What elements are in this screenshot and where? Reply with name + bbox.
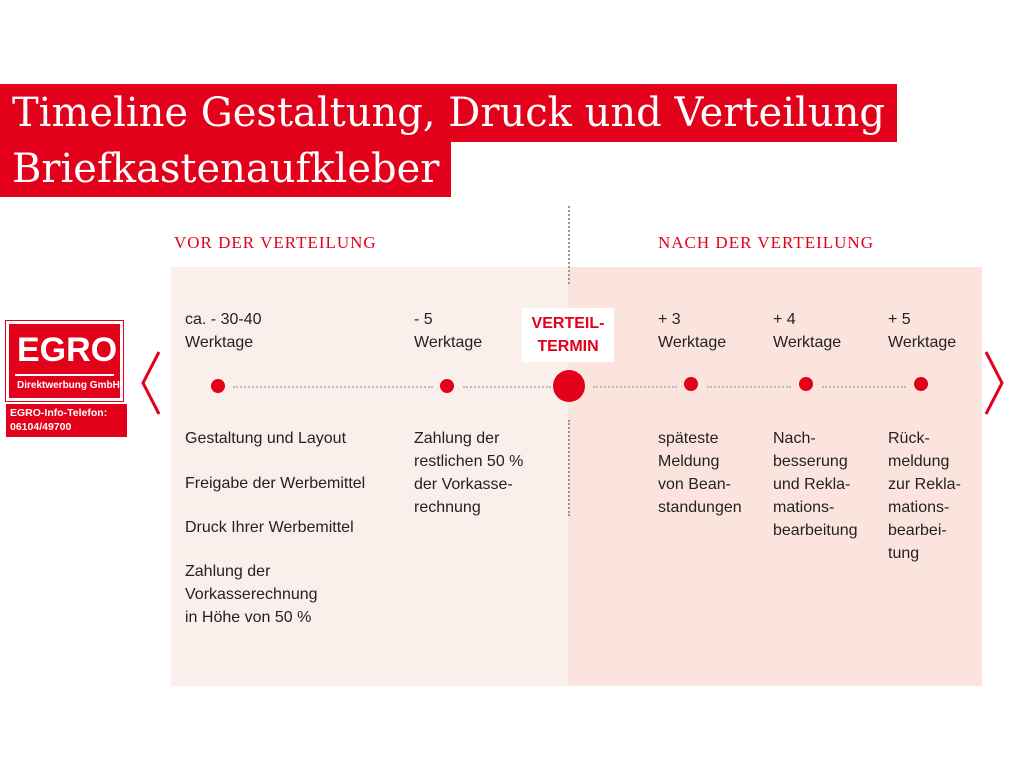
step-4-time: + 4 Werktage xyxy=(773,311,842,351)
step-3-description: späteste Meldung von Bean- standungen xyxy=(658,430,742,516)
timeline-connector xyxy=(233,386,433,388)
egro-logo[interactable] xyxy=(6,321,123,401)
timeline-dot-distribution xyxy=(553,370,585,402)
section-heading-before: VOR DER VERTEILUNG xyxy=(174,233,377,252)
logo-subtitle: Direktwerbung GmbH xyxy=(17,380,120,391)
step-1-time: ca. - 30-40 Werktage xyxy=(185,311,262,351)
logo-divider xyxy=(15,374,114,376)
step-2-time: - 5 Werktage xyxy=(414,311,483,351)
step-3-time: + 3 Werktage xyxy=(658,311,727,351)
phone-number: 06104/49700 xyxy=(10,421,72,433)
timeline-dot-step-5 xyxy=(914,377,928,391)
section-heading-after: NACH DER VERTEILUNG xyxy=(658,233,874,252)
divider-line-top xyxy=(568,206,570,284)
timeline-connector xyxy=(707,386,791,388)
step-5-description: Rück- meldung zur Rekla- mations- bearbei- tung xyxy=(888,430,961,562)
divider-line-bottom xyxy=(568,420,570,516)
step-2-description: Zahlung der restlichen 50 % der Vorkasse- rechnung xyxy=(414,430,524,516)
info-phone-box[interactable] xyxy=(6,404,127,437)
distribution-date-label: VERTEIL- TERMIN xyxy=(522,308,614,362)
chevron-left-icon[interactable] xyxy=(139,348,163,418)
timeline-connector xyxy=(593,386,677,388)
timeline-connector xyxy=(822,386,906,388)
timeline-dot-step-3 xyxy=(684,377,698,391)
timeline-connector xyxy=(463,386,551,388)
title-line-1: Timeline Gestaltung, Druck und Verteilung xyxy=(0,84,897,142)
logo-brand: EGRO xyxy=(17,331,118,369)
step-4-description: Nach- besserung und Rekla- mations- bearbeitung xyxy=(773,430,858,539)
step-5-time: + 5 Werktage xyxy=(888,311,957,351)
timeline-dot-step-4 xyxy=(799,377,813,391)
timeline-dot-step-2 xyxy=(440,379,454,393)
phone-label: EGRO-Info-Telefon: xyxy=(10,407,108,419)
title-line-2: Briefkastenaufkleber xyxy=(0,140,451,197)
chevron-right-icon[interactable] xyxy=(982,348,1006,418)
step-1-description: Gestaltung und Layout Freigabe der Werbemittel Druck Ihrer Werbemittel Zahlung der Vorkasserechnung in Höhe von 50 % xyxy=(185,430,366,626)
timeline-dot-step-1 xyxy=(211,379,225,393)
